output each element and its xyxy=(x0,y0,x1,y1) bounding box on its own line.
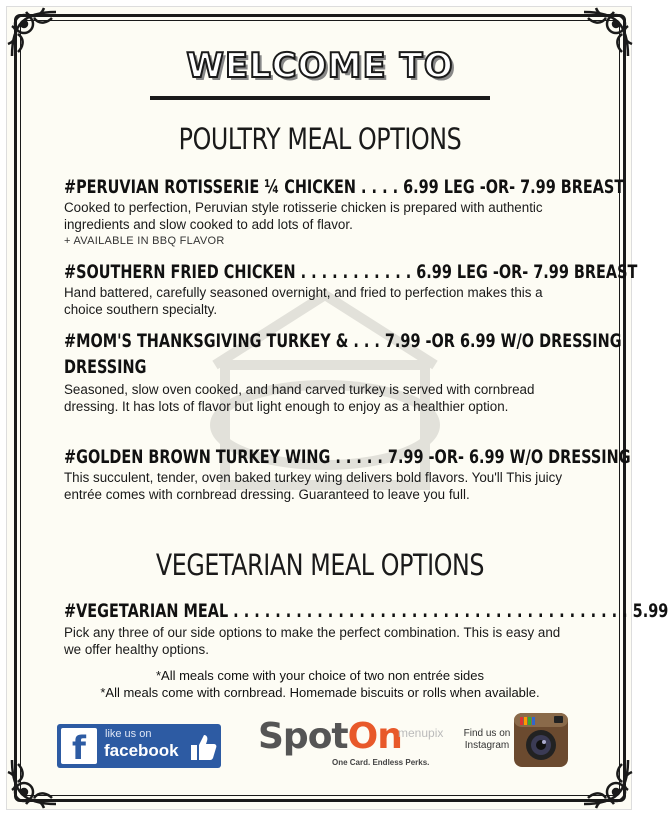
menu-item-heading-line2: DRESSING xyxy=(64,356,147,378)
item-price: 6.99 LEG -OR- 7.99 BREAST xyxy=(403,176,625,198)
instagram-text: Find us on Instagram xyxy=(463,728,511,751)
corner-flourish-icon xyxy=(4,4,64,64)
spoton-tagline: One Card. Endless Perks. xyxy=(332,758,430,767)
spoton-spot: Spot xyxy=(258,716,348,757)
leader-dots: . . . . . . . . . . . . . . . . . . . . . . . . . . . . . . . . . . . . . . xyxy=(228,600,633,622)
leader-dots: . . . . . . . . . . . xyxy=(295,261,417,283)
item-description: Hand battered, carefully seasoned overnight, and fried to perfection makes this a choice southern specialty. xyxy=(64,285,543,317)
item-description: Pick any three of our side options to make the perfect combination. This is easy and we offer healthy options. xyxy=(64,625,561,657)
item-price: 7.99 -OR 6.99 W/O DRESSING xyxy=(384,330,622,352)
item-name: #PERUVIAN ROTISSERIE ¼ CHICKEN xyxy=(64,176,357,198)
item-description: Seasoned, slow oven cooked, and hand carved turkey is served with cornbread dressing. It has lots of flavor but light enough to enjoy as a healthier option. xyxy=(64,382,535,414)
menu-item-heading xyxy=(64,600,668,622)
thumbs-up-icon xyxy=(189,732,217,762)
leader-dots: . . . xyxy=(348,330,385,352)
spoton-wordmark xyxy=(258,716,402,757)
item-description: Cooked to perfection, Peruvian style rotisserie chicken is prepared with authentic ingredients and slow cooked to add lots of flavor. xyxy=(64,200,543,232)
menu-item-heading xyxy=(64,330,622,352)
facebook-like-text: like us on xyxy=(105,728,152,740)
menu-item-heading xyxy=(64,446,631,468)
item-price: 6.99 LEG -OR- 7.99 BREAST xyxy=(416,261,638,283)
menu-item-heading xyxy=(64,176,625,198)
footnote-sides: *All meals come with your choice of two non entrée sides xyxy=(155,668,485,683)
corner-flourish-icon xyxy=(4,752,64,812)
facebook-icon: f xyxy=(61,728,97,764)
instagram-icon[interactable] xyxy=(514,713,568,767)
spoton-on: On xyxy=(347,716,402,757)
leader-dots: . . . . xyxy=(356,176,404,198)
leader-dots: . . . . . xyxy=(330,446,388,468)
menupix-watermark: menupix xyxy=(398,726,444,740)
welcome-heading: WELCOME TO xyxy=(150,44,490,100)
corner-flourish-icon xyxy=(576,4,636,64)
item-name: #SOUTHERN FRIED CHICKEN xyxy=(64,261,296,283)
facebook-wordmark: facebook xyxy=(104,741,179,760)
vegetarian-section-title: VEGETARIAN MEAL OPTIONS xyxy=(155,548,485,582)
item-price: 7.99 -OR- 6.99 W/O DRESSING xyxy=(387,446,631,468)
item-name: #GOLDEN BROWN TURKEY WING xyxy=(64,446,331,468)
spoton-logo[interactable] xyxy=(258,716,438,770)
item-note: + AVAILABLE IN BBQ FLAVOR xyxy=(64,235,225,247)
corner-flourish-icon xyxy=(576,752,636,812)
poultry-section-title: POULTRY MEAL OPTIONS xyxy=(178,122,462,156)
item-name: #MOM'S THANKSGIVING TURKEY & xyxy=(64,330,349,352)
menu-item-heading xyxy=(64,261,638,283)
item-description: This succulent, tender, oven baked turkey wing delivers bold flavors. You'll This juicy entrée comes with cornbread dressing. Guaranteed to leave you full. xyxy=(64,470,563,502)
facebook-badge[interactable] xyxy=(57,724,221,768)
item-name: #VEGETARIAN MEAL xyxy=(64,600,229,622)
item-price: 5.99 xyxy=(632,600,668,622)
footnote-cornbread: *All meals come with cornbread. Homemade biscuits or rolls when available. xyxy=(100,685,540,700)
